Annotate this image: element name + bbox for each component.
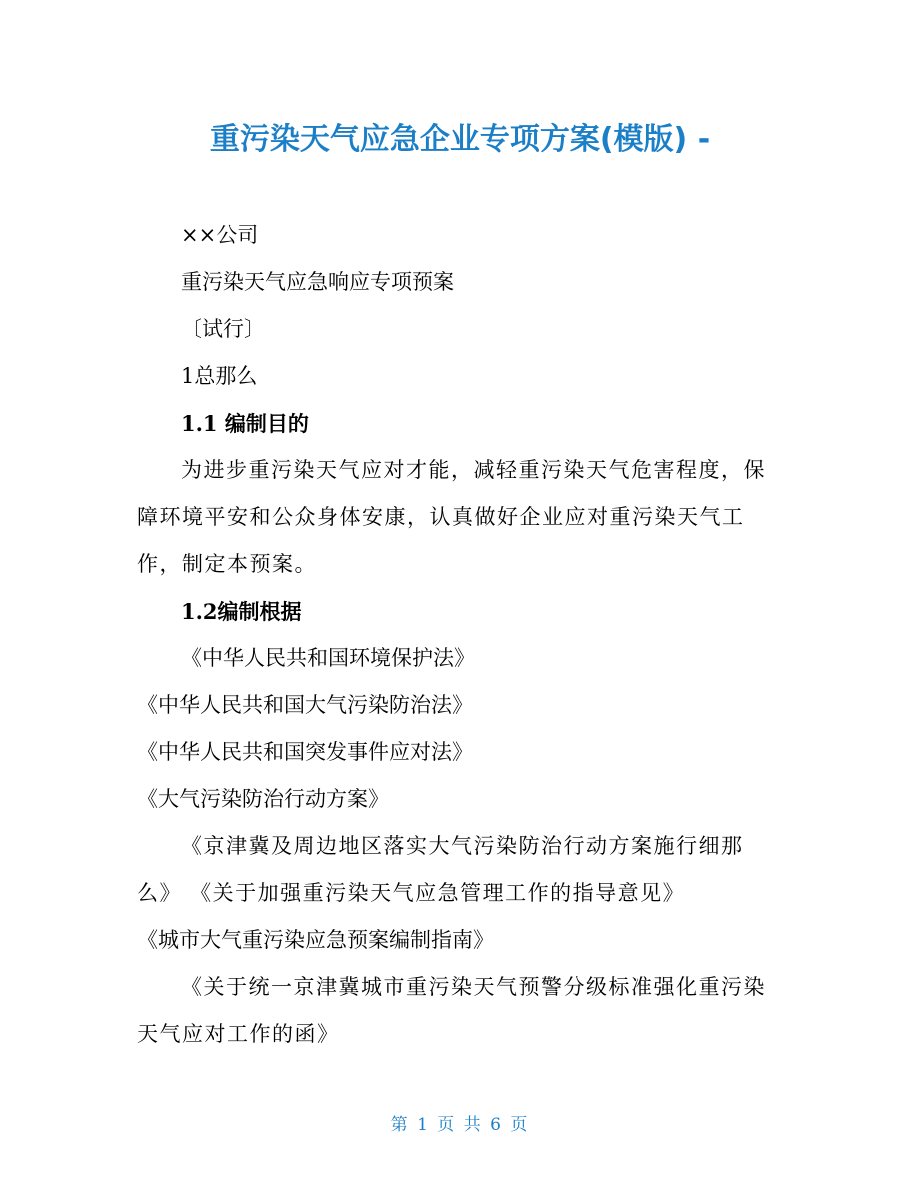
document-title: 重污染天气应急企业专项方案(模版) - [209,122,711,157]
basis-item-3: 《中华人民共和国突发事件应对法》 [137,740,473,764]
company-line: ××公司 [181,223,259,247]
basis-item-4: 《大气污染防治行动方案》 [137,787,389,811]
basis-item-5: 《京津冀及周边地区落实大气污染防治行动方案施行细那么》 《关于加强重污染天气应急管理工作的指导意见》 [137,834,744,905]
basis-item-6: 《城市大气重污染应急预案编制指南》 [137,928,494,952]
section-1-heading: 1总那么 [181,364,258,388]
basis-item-2: 《中华人民共和国大气污染防治法》 [137,693,473,717]
purpose-paragraph: 为进步重污染天气应对才能，减轻重污染天气危害程度，保障环境平安和公众身体安康，认真做好企业应对重污染天气工作，制定本预案。 [137,458,766,576]
page-footer: 第 1 页 共 6 页 [390,1115,530,1135]
section-1-1-heading: 1.1 编制目的 [181,411,309,436]
trial-line: 〔试行〕 [181,317,265,341]
plan-name-line: 重污染天气应急响应专项预案 [181,270,454,294]
basis-item-1: 《中华人民共和国环境保护法》 [181,646,475,670]
basis-item-7: 《关于统一京津冀城市重污染天气预警分级标准强化重污染天气应对工作的函》 [137,975,766,1046]
section-1-2-heading: 1.2编制根据 [181,599,302,624]
document-body [137,212,787,1058]
